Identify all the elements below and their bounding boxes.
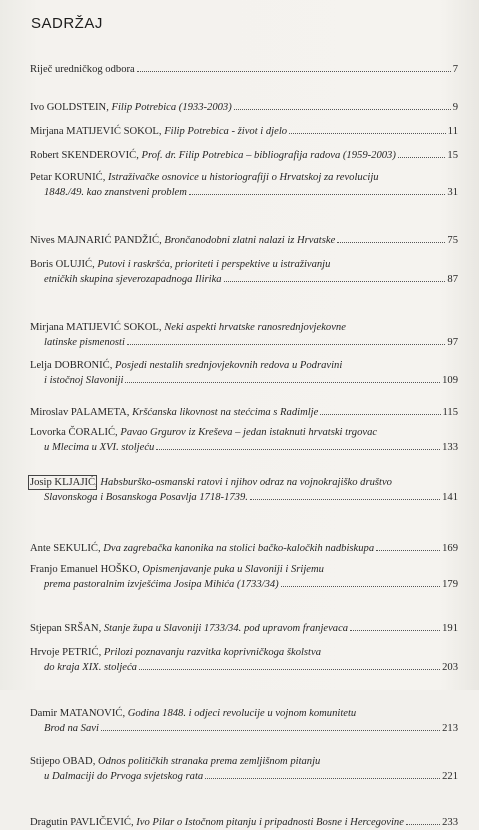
toc-entry-line xyxy=(30,475,458,490)
entry-title: Prilozi poznavanju razvitka koprivničkoga školstva xyxy=(103,647,322,658)
dot-leader xyxy=(350,621,440,631)
entry-separator: , xyxy=(102,172,108,183)
page-number: 203 xyxy=(442,662,458,673)
entry-author: Damir MATANOVIĆ xyxy=(30,708,123,719)
entry-title: Brončanodobni zlatni nalazi iz Hrvatske xyxy=(164,235,336,246)
toc-entry xyxy=(30,100,458,115)
entry-author: Lelja DOBRONIĆ xyxy=(30,360,110,371)
toc-entry-line xyxy=(30,320,458,335)
entry-title: Filip Potrebica - život i djelo xyxy=(164,126,288,137)
page-number: 9 xyxy=(452,102,458,113)
dot-leader xyxy=(125,373,440,383)
toc-entry-line xyxy=(30,645,458,660)
entry-separator: , xyxy=(158,322,165,333)
entry-title: Filip Potrebica (1933-2003) xyxy=(111,102,232,113)
entry-author: Petar KORUNIĆ xyxy=(30,172,103,183)
toc-entry-line xyxy=(30,185,458,200)
toc-entry xyxy=(30,645,458,675)
entry-text xyxy=(30,706,356,721)
dot-leader xyxy=(127,335,445,345)
entry-title: Istraživačke osnovice u historiografiji o Hrvatskoj za revoluciju xyxy=(107,172,379,183)
entry-separator: , xyxy=(92,756,98,767)
entry-separator: , xyxy=(98,647,104,658)
entry-separator: , xyxy=(98,623,104,634)
entry-text xyxy=(30,62,135,77)
entry-text xyxy=(30,170,379,185)
entry-title: Posjedi nestalih srednjovjekovnih redova u Podravini xyxy=(115,360,343,371)
entry-text xyxy=(44,490,248,505)
entry-title: Brod na Savi xyxy=(44,723,99,734)
toc-entry xyxy=(30,257,458,287)
dot-leader xyxy=(376,541,440,551)
entry-text xyxy=(30,233,335,248)
entry-text xyxy=(44,272,222,287)
dot-leader xyxy=(398,148,446,158)
entry-text xyxy=(30,148,396,163)
toc-entry-line xyxy=(30,373,458,388)
entry-text xyxy=(44,577,279,592)
entry-title: Putovi i raskršća, prioriteti i perspektive u istraživanju xyxy=(97,259,331,270)
page-number: 31 xyxy=(447,187,458,198)
entry-title: Riječ uredničkog odbora xyxy=(30,64,135,75)
entry-author: Mirjana MATIJEVIĆ SOKOL xyxy=(30,126,159,137)
entry-text xyxy=(30,562,324,577)
toc-entry-line xyxy=(30,358,458,373)
dot-leader xyxy=(337,233,445,243)
entry-title: Slavonskoga i Bosanskoga Posavlja 1718-1739. xyxy=(44,492,248,503)
entry-text xyxy=(30,320,346,335)
toc-entry-line xyxy=(30,721,458,736)
entry-title: 1848./49. kao znanstveni problem xyxy=(44,187,187,198)
entry-separator: , xyxy=(122,708,128,719)
toc-entry xyxy=(30,170,458,200)
toc-entry xyxy=(30,475,458,505)
entry-title: Neki aspekti hrvatske ranosrednjovjekovne xyxy=(164,322,346,333)
entry-title: Odnos političkih stranaka prema zemljišnom pitanju xyxy=(97,756,321,767)
page-number: 221 xyxy=(442,771,458,782)
page-number: 213 xyxy=(442,723,458,734)
toc-entry-line xyxy=(30,577,458,592)
toc-entry-line xyxy=(30,335,458,350)
entry-separator: , xyxy=(97,543,104,554)
entry-author: Ante SEKULIĆ xyxy=(30,543,98,554)
dot-leader xyxy=(137,62,451,72)
toc-entry xyxy=(30,815,458,830)
toc-entry-line xyxy=(30,541,458,556)
entry-text xyxy=(44,335,125,350)
entry-author: Boris OLUJIĆ xyxy=(30,259,93,270)
entry-title: etničkih skupina sjeverozapadnoga Ilirika xyxy=(44,274,222,285)
page-number: 133 xyxy=(442,442,458,453)
entry-author: Mirjana MATIJEVIĆ SOKOL xyxy=(30,322,159,333)
entry-title: u Mlecima u XVI. stoljeću xyxy=(44,442,155,453)
entry-text xyxy=(44,721,99,736)
entry-author: Josip KLJAJIĆ xyxy=(30,477,96,488)
entry-title: Dva zagrebačka kanonika na stolici bačko-kaločkih nadbiskupa xyxy=(103,543,375,554)
toc-entry-line xyxy=(30,148,458,163)
toc-entry-line xyxy=(30,621,458,636)
toc-entry xyxy=(30,621,458,636)
entry-text xyxy=(30,541,374,556)
entry-text xyxy=(30,621,348,636)
entry-text xyxy=(30,475,392,490)
entry-author: Stjepan SRŠAN xyxy=(30,623,99,634)
entry-separator: , xyxy=(136,150,142,161)
entry-text xyxy=(44,769,203,784)
entry-separator: , xyxy=(126,407,133,418)
entry-text xyxy=(30,405,318,420)
dot-leader xyxy=(224,272,446,282)
entry-title: latinske pismenosti xyxy=(44,337,125,348)
entry-separator: , xyxy=(92,259,98,270)
entry-separator: , xyxy=(106,102,112,113)
entry-author: Ivo GOLDSTEIN xyxy=(30,102,107,113)
dot-leader xyxy=(101,721,440,731)
entry-title: Ivo Pilar o Istočnom pitanju i pripadnosti Bosne i Hercegovine xyxy=(136,817,404,828)
toc-entry-line xyxy=(30,769,458,784)
toc-entry-line xyxy=(30,100,458,115)
toc-entry-line xyxy=(30,754,458,769)
entry-separator: , xyxy=(137,564,143,575)
toc-entry-line xyxy=(30,124,458,139)
page-heading: SADRŽAJ xyxy=(31,15,103,32)
entry-title: do kraja XIX. stoljeća xyxy=(44,662,137,673)
toc-entry-line xyxy=(30,257,458,272)
toc-entry-line xyxy=(30,706,458,721)
entry-title: Pavao Grgurov iz Kreševa – jedan istaknuti hrvatski trgovac xyxy=(120,427,378,438)
entry-text xyxy=(30,425,377,440)
entry-text xyxy=(30,754,320,769)
page-number: 179 xyxy=(442,579,458,590)
dot-leader xyxy=(289,124,446,134)
entry-title: Habsburško-osmanski ratovi i njihov odraz na vojnokrajiško društvo xyxy=(100,477,392,488)
toc-entry xyxy=(30,706,458,736)
entry-title: Kršćanska likovnost na stećcima s Radimlje xyxy=(132,407,319,418)
toc-entry-line xyxy=(30,490,458,505)
dot-leader xyxy=(250,490,440,500)
page-number: 233 xyxy=(442,817,458,828)
entry-author: Robert SKENDEROVIĆ xyxy=(30,150,137,161)
entry-separator: , xyxy=(158,126,165,137)
entry-text xyxy=(30,645,321,660)
dot-leader xyxy=(320,405,440,415)
entry-separator: , xyxy=(130,817,137,828)
dot-leader xyxy=(406,815,440,825)
entry-separator: , xyxy=(159,235,165,246)
page-number: 15 xyxy=(447,150,458,161)
toc-entry-line xyxy=(30,233,458,248)
entry-text xyxy=(44,660,137,675)
entry-author: Hrvoje PETRIĆ xyxy=(30,647,99,658)
toc-entry xyxy=(30,405,458,420)
entry-title: Godina 1848. i odjeci revolucije u vojnom komunitetu xyxy=(127,708,357,719)
entry-text xyxy=(30,815,404,830)
toc-entry xyxy=(30,541,458,556)
entry-title: Prof. dr. Filip Potrebica – bibliografija radova (1959-2003) xyxy=(141,150,396,161)
toc-entry-line xyxy=(30,660,458,675)
dot-leader xyxy=(139,660,440,670)
entry-title: i istočnoj Slavoniji xyxy=(44,375,124,386)
page-number: 75 xyxy=(447,235,458,246)
toc-entry-line xyxy=(30,440,458,455)
entry-text xyxy=(44,373,123,388)
toc-entry-line xyxy=(30,405,458,420)
toc-entry xyxy=(30,148,458,163)
toc-entry xyxy=(30,562,458,592)
dot-leader xyxy=(156,440,440,450)
toc-entry xyxy=(30,358,458,388)
toc-entry xyxy=(30,754,458,784)
page-number: 87 xyxy=(447,274,458,285)
page-number: 97 xyxy=(447,337,458,348)
page-number: 169 xyxy=(442,543,458,554)
entry-text xyxy=(44,440,154,455)
page-number: 11 xyxy=(447,126,458,137)
toc-entry-line xyxy=(30,562,458,577)
page-number: 7 xyxy=(452,64,458,75)
page-number: 115 xyxy=(442,407,458,418)
toc-entry xyxy=(30,320,458,350)
entry-text xyxy=(30,124,287,139)
entry-text xyxy=(30,257,330,272)
entry-text xyxy=(30,100,232,115)
toc-entry xyxy=(30,233,458,248)
entry-title: u Dalmaciji do Prvoga svjetskog rata xyxy=(44,771,204,782)
toc-entry-line xyxy=(30,272,458,287)
entry-separator: , xyxy=(95,477,101,488)
dot-leader xyxy=(281,577,440,587)
dot-leader xyxy=(234,100,451,110)
dot-leader xyxy=(189,185,446,195)
entry-author: Miroslav PALAMETA xyxy=(30,407,127,418)
entry-author: Dragutin PAVLIČEVIĆ xyxy=(30,817,131,828)
entry-separator: , xyxy=(109,360,116,371)
toc-entry-line xyxy=(30,815,458,830)
toc-entry-line xyxy=(30,62,458,77)
entry-author: Lovorka ČORALIĆ xyxy=(30,427,116,438)
dot-leader xyxy=(205,769,440,779)
entry-text xyxy=(30,358,342,373)
toc-entry-line xyxy=(30,170,458,185)
entry-text xyxy=(44,185,187,200)
toc-entry xyxy=(30,425,458,455)
entry-title: Opismenjavanje puka u Slavoniji i Srijemu xyxy=(142,564,324,575)
page-number: 141 xyxy=(442,492,458,503)
entry-title: Stanje župa u Slavoniji 1733/34. pod upravom franjevaca xyxy=(103,623,349,634)
entry-author: Nives MAJNARIĆ PANDŽIĆ xyxy=(30,235,160,246)
toc-entry xyxy=(30,124,458,139)
page-number: 109 xyxy=(442,375,458,386)
entry-title: prema pastoralnim izvješćima Josipa Mihića (1733/34) xyxy=(44,579,279,590)
toc-entry xyxy=(30,62,458,77)
entry-separator: , xyxy=(115,427,121,438)
toc-entry-line xyxy=(30,425,458,440)
page-number: 191 xyxy=(442,623,458,634)
entry-author: Stijepo OBAD xyxy=(30,756,93,767)
entry-author: Franjo Emanuel HOŠKO xyxy=(30,564,138,575)
